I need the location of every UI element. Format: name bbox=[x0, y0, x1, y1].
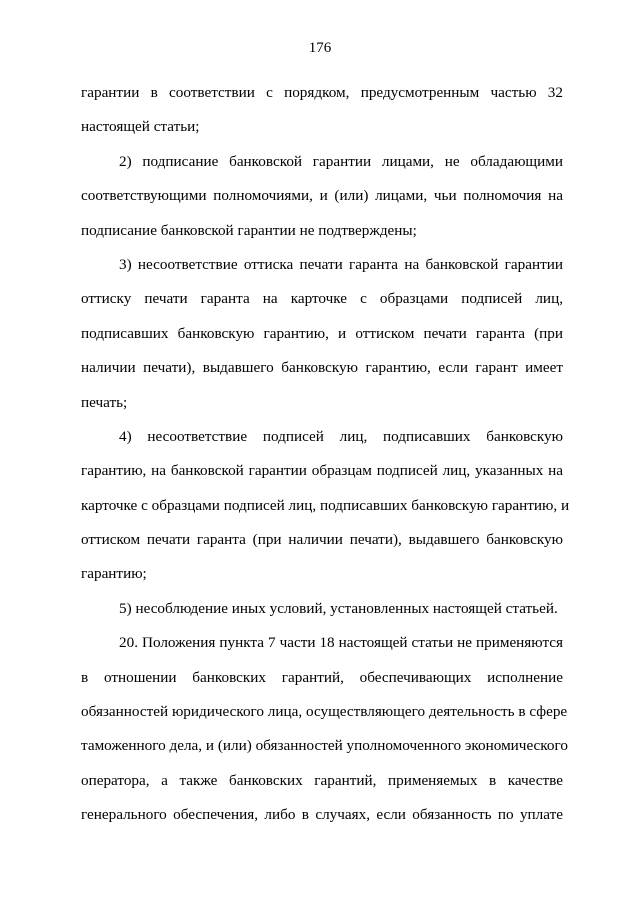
text-line: настоящей статьи; bbox=[81, 118, 200, 136]
paragraph-continuation bbox=[81, 76, 563, 145]
text-line: оператора, а также банковских гарантий, применяемых в качестве bbox=[81, 771, 563, 789]
paragraph-item-5 bbox=[81, 592, 563, 626]
text-line: 3) несоответствие оттиска печати гаранта на банковской гарантии bbox=[119, 255, 563, 273]
text-line: наличии печати), выдавшего банковскую гарантию, если гарант имеет bbox=[81, 359, 563, 377]
text-line: оттиску печати гаранта на карточке с образцами подписей лиц, bbox=[81, 290, 563, 308]
text-line: печать; bbox=[81, 393, 128, 411]
text-line: подписание банковской гарантии не подтверждены; bbox=[81, 221, 417, 239]
text-line: соответствующими полномочиями, и (или) лицами, чьи полномочия на bbox=[81, 187, 563, 205]
text-line: 20. Положения пункта 7 части 18 настоящей статьи не применяются bbox=[119, 634, 563, 652]
text-line: 5) несоблюдение иных условий, установленных настоящей статьей. bbox=[119, 599, 558, 617]
paragraph-item-4 bbox=[81, 420, 570, 592]
paragraph-item-3 bbox=[81, 248, 563, 420]
body-text bbox=[81, 76, 570, 833]
text-line: карточке с образцами подписей лиц, подписавших банковскую гарантию, и bbox=[81, 496, 570, 514]
paragraph-section-20 bbox=[81, 626, 568, 832]
page-number: 176 bbox=[308, 40, 332, 56]
text-line: генерального обеспечения, либо в случаях, если обязанность по уплате bbox=[81, 806, 563, 824]
paragraph-item-2 bbox=[81, 145, 563, 248]
text-line: в отношении банковских гарантий, обеспечивающих исполнение bbox=[81, 668, 563, 686]
text-line: таможенного дела, и (или) обязанностей уполномоченного экономического bbox=[81, 737, 568, 755]
text-line: гарантию; bbox=[81, 565, 147, 583]
text-line: оттиском печати гаранта (при наличии печати), выдавшего банковскую bbox=[81, 531, 563, 549]
text-line: подписавших банковскую гарантию, и оттиском печати гаранта (при bbox=[81, 324, 563, 342]
text-line: гарантию, на банковской гарантии образцам подписей лиц, указанных на bbox=[81, 462, 563, 480]
text-line: 4) несоответствие подписей лиц, подписавших банковскую bbox=[119, 427, 563, 445]
text-line: гарантии в соответствии с порядком, предусмотренным частью 32 bbox=[81, 84, 563, 101]
text-line: обязанностей юридического лица, осуществляющего деятельность в сфере bbox=[81, 703, 568, 721]
text-line: 2) подписание банковской гарантии лицами, не обладающими bbox=[119, 152, 563, 170]
